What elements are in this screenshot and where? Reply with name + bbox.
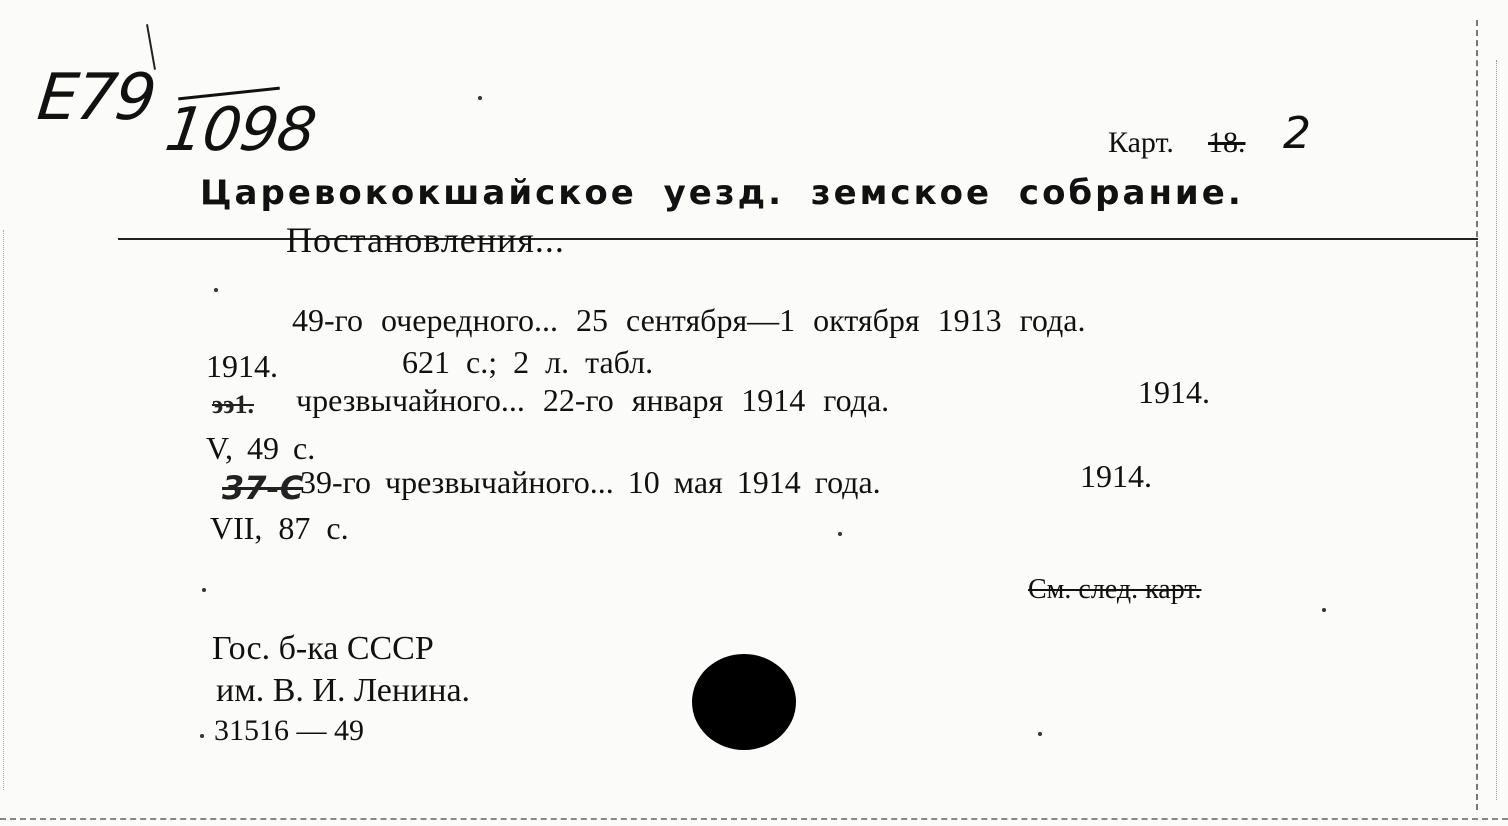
shelfmark-number: 1098 [161,95,320,165]
card-printed-number: 18. [1208,126,1246,159]
card-edge-left [3,230,4,790]
entry-2-details: V, 49 с. [206,430,316,466]
speck [200,734,204,738]
speck [202,588,206,592]
speck [478,96,482,100]
library-name-line1: Гос. б-ка СССР [212,630,434,667]
card-label: Карт. [1108,126,1174,159]
shelfmark-prefix: E79 [34,61,158,135]
entry-2-year: 1914. [1138,374,1210,410]
entry-1-year: 1914. [206,348,278,384]
see-next-card: См. след. карт. [1028,574,1202,605]
entry-2-text: чрезвычайного... 22-го января 1914 года. [296,382,890,418]
library-print-code: 31516 — 49 [214,714,364,747]
card-edge-bottom [0,818,1508,820]
entry-3-details: VII, 87 с. [210,510,349,546]
card-subheading: Постановления... [286,220,565,260]
speck [214,288,218,292]
entry-3-text: 39-го чрезвычайного... 10 мая 1914 года. [300,464,881,500]
library-name-line2: им. В. И. Ленина. [216,672,471,709]
card-edge-right-inner [1496,60,1497,800]
card-heading: Царевококшайское уезд. земское собрание. [200,173,1244,213]
speck [1038,732,1042,736]
punch-hole [692,654,796,750]
entry-2-struck-mark: ээ1. [212,390,254,419]
speck [838,532,842,536]
entry-3-struck-mark: 37-C [222,469,304,507]
card-handwritten-number: 2 [1283,108,1311,159]
entry-3-year: 1914. [1080,458,1152,494]
speck [1322,608,1326,612]
card-edge-right [1476,20,1478,810]
entry-1-text: 49-го очередного... 25 сентября—1 октября 1913 года. [292,302,1086,338]
entry-1-details: 621 с.; 2 л. табл. [402,344,654,380]
